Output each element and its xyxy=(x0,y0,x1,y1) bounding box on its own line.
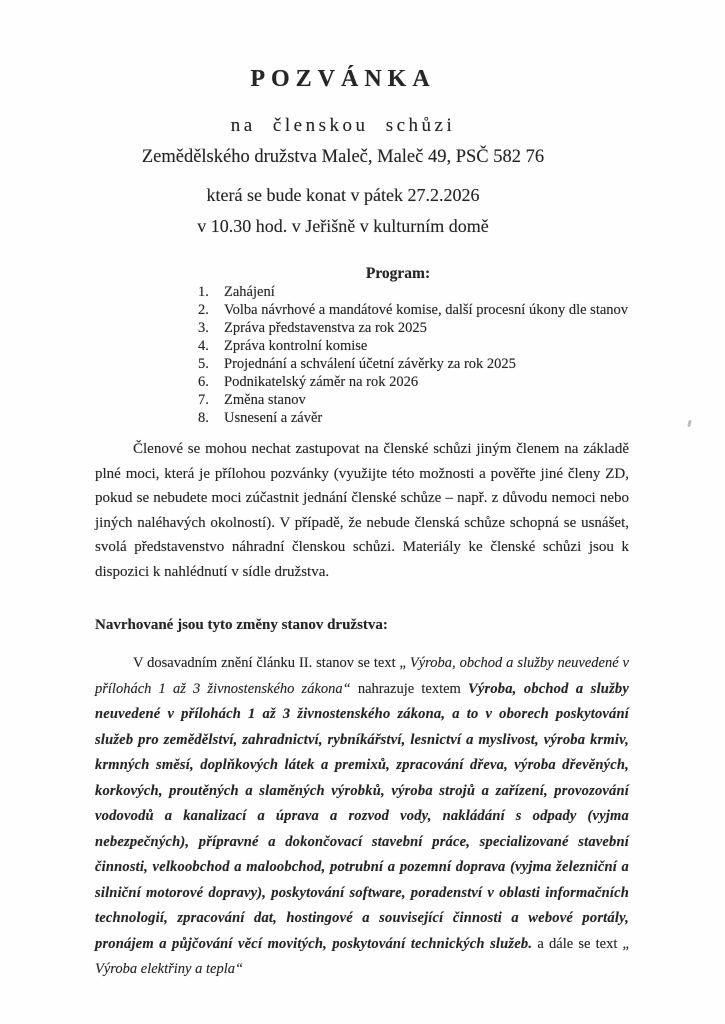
program-item xyxy=(198,283,629,301)
program-item xyxy=(198,337,629,355)
program-item-number: 4. xyxy=(198,338,209,354)
program-item xyxy=(198,373,629,391)
program-item-number: 7. xyxy=(198,392,209,408)
program-item-number: 8. xyxy=(198,410,209,426)
program-item-label: Usnesení a závěr xyxy=(224,410,323,426)
program-item-label: Volba návrhové a mandátové komise, další procesní úkony dle stanov xyxy=(224,302,629,318)
program-item-number: 5. xyxy=(198,356,209,372)
program-item xyxy=(198,319,629,337)
program-item-number: 2. xyxy=(198,302,209,318)
program-item-label: Podnikatelský záměr na rok 2026 xyxy=(224,374,419,390)
program-item-number: 3. xyxy=(198,320,209,336)
program-item-number: 6. xyxy=(198,374,209,390)
program-item-label: Zpráva kontrolní komise xyxy=(224,338,368,354)
invitation-header xyxy=(95,66,629,239)
program-heading: Program: xyxy=(365,265,431,282)
document-title: POZVÁNKA xyxy=(250,66,436,92)
program-item xyxy=(198,301,629,319)
program-item-label: Zahájení xyxy=(224,284,275,300)
program-item xyxy=(198,391,629,409)
scan-speck xyxy=(687,420,692,428)
meeting-time-place-line: v 10.30 hod. v Jeřišně v kulturním domě xyxy=(197,216,489,236)
program-item-label: Zpráva představenstva za rok 2025 xyxy=(224,320,427,336)
organization-address-line: Zemědělského družstva Maleč, Maleč 49, PSČ 582 76 xyxy=(141,147,545,167)
changes-heading: Navrhované jsou tyto změny stanov družstva: xyxy=(95,617,388,633)
program-section xyxy=(95,265,629,427)
changes-intro-text: V dosavadním znění článku II. stanov se text „ xyxy=(133,655,410,671)
replace-connector-text: nahrazuje textem xyxy=(350,680,468,697)
subtitle: na členskou schůzi xyxy=(230,115,456,136)
meeting-date-line: která se bude konat v pátek 27.2.2026 xyxy=(206,185,480,205)
program-item-label: Projednání a schválení účetní závěrky za rok 2025 xyxy=(224,356,516,372)
changes-paragraph xyxy=(95,651,629,983)
old-text-quote: Výroba, obchod a služby neuvedené v přílohách 1 až 3 živnostenského zákona“ xyxy=(95,655,629,697)
proxy-paragraph: Členové se mohou nechat zastupovat na členské schůzi jiným členem na základě plné moci, která je přílohou pozvánky (využijte této možnosti a pověřte jiné členy ZD, pokud se nebudete moci zúčastnit jednání členské schůze – např. z důvodu nemoci nebo jiných naléhavých okolností). V případě, že nebude členská schůze schopná se usnášet, svolá představenstvo náhradní členskou schůzi. Materiály ke členské schůzi jsou k dispozici k nahlédnutí v sídle družstva. xyxy=(95,441,629,580)
program-item-label: Změna stanov xyxy=(224,392,306,408)
program-item xyxy=(198,355,629,373)
continuation-text: a dále se text „ xyxy=(532,935,629,952)
second-quote: Výroba elektřiny a tepla“ xyxy=(95,961,244,977)
program-item xyxy=(198,409,629,427)
program-list xyxy=(95,283,629,427)
program-item-number: 1. xyxy=(198,284,209,300)
new-text-bold-italic: Výroba, obchod a služby neuvedené v přílohách 1 až 3 živnostenského zákona, a to v oborech poskytování služeb pro zemědělství, zahradnictví, rybníkářství, lesnictví a myslivost, výroba krmiv, krmných směsí, doplňkových látek a premixů, zpracování dřeva, výroba dřevěných, korkových, proutěných a slaměných výrobků, výroba strojů a zařízení, provozování vodovodů a kanalizací a úprava a rozvod vody, nakládání s odpady (vyjma nebezpečných), přípravné a dokončovací stavební práce, specializované stavební činnosti, velkoobchod a maloobchod, potrubní a pozemní doprava (vyjma železniční a silniční motorové dopravy), poskytování software, poradenství v oblasti informačních technologií, zpracování dat, hostingové a související činnosti a webové portály, pronájem a půjčování věcí movitých, poskytování technických služeb. xyxy=(95,680,629,952)
